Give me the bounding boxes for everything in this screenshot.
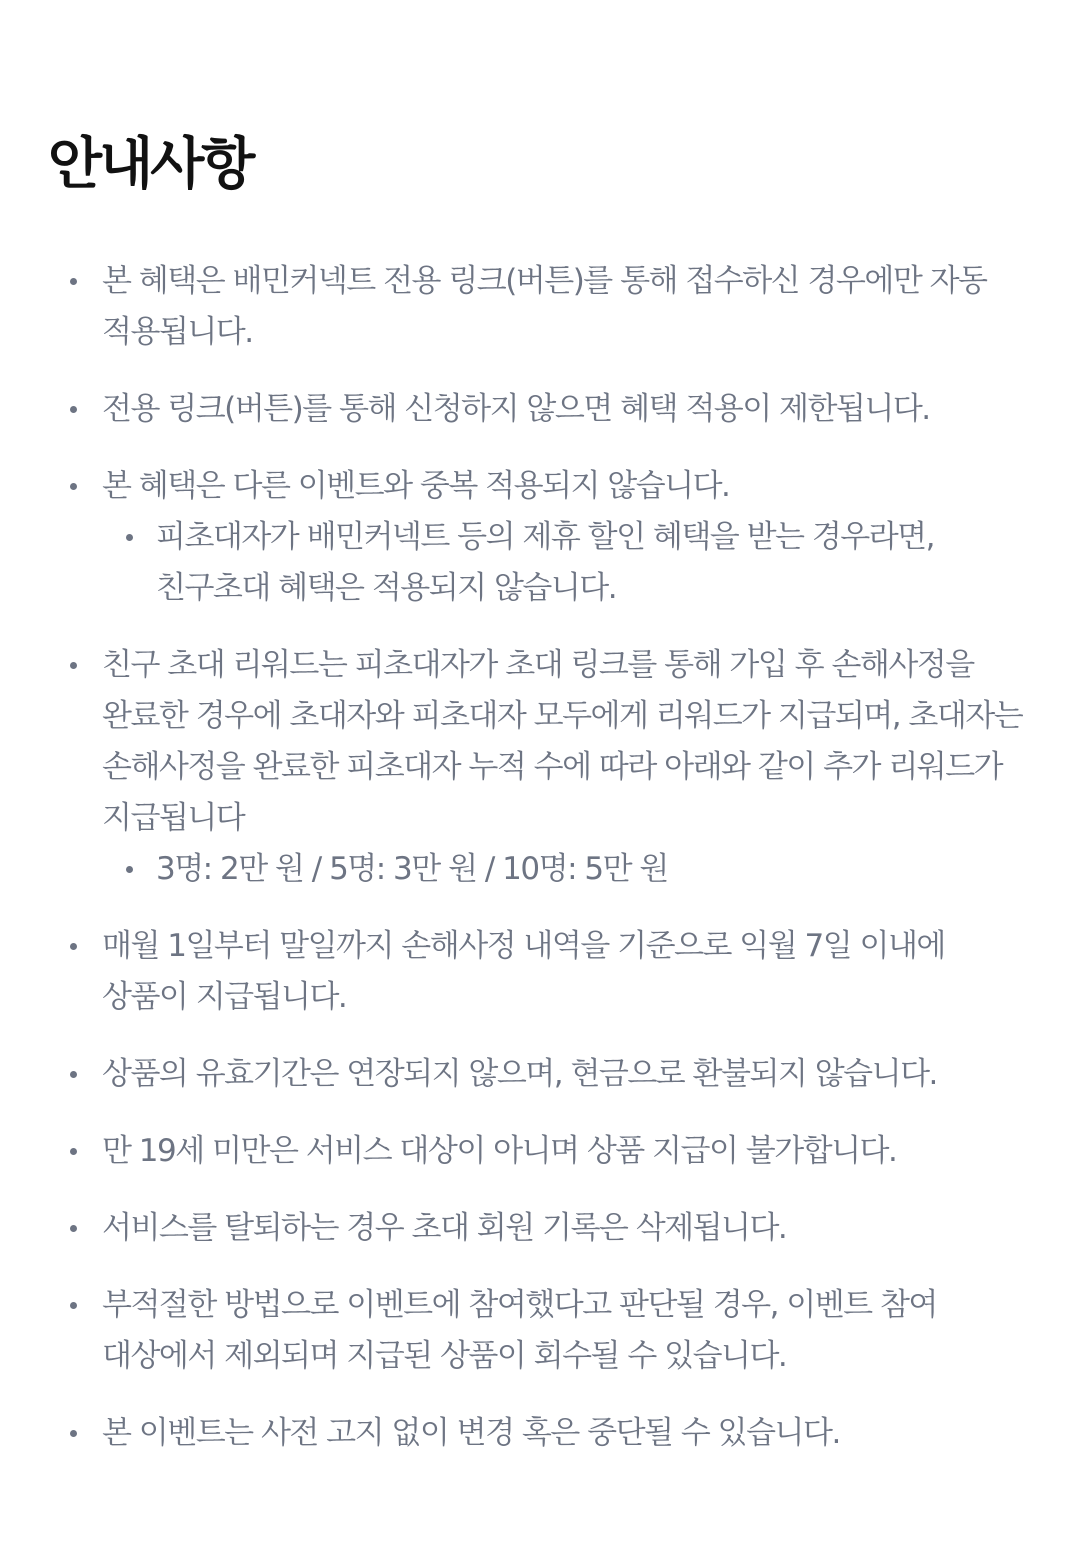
list-item <box>48 1203 1032 1254</box>
notice-text: 본 이벤트는 사전 고지 없이 변경 혹은 중단될 수 있습니다. <box>102 1415 840 1451</box>
list-item <box>48 1126 1032 1177</box>
list-item <box>48 1280 1032 1382</box>
bullet-icon <box>70 1430 77 1437</box>
notice-text: 전용 링크(버튼)를 통해 신청하지 않으면 혜택 적용이 제한됩니다. <box>102 391 930 427</box>
notice-text: 부적절한 방법으로 이벤트에 참여했다고 판단될 경우, 이벤트 참여 대상에서 제외되며 지급된 상품이 회수될 수 있습니다. <box>102 1287 937 1374</box>
bullet-icon <box>70 1302 77 1309</box>
notice-text: 친구 초대 리워드는 피초대자가 초대 링크를 통해 가입 후 손해사정을 완료한 경우에 초대자와 피초대자 모두에게 리워드가 지급되며, 초대자는 손해사정을 완료한 피초대자 누적 수에 따라 아래와 같이 추가 리워드가 지급됩니다 <box>102 647 1023 836</box>
notice-text: 본 혜택은 다른 이벤트와 중복 적용되지 않습니다. <box>102 468 730 504</box>
bullet-icon <box>70 406 77 413</box>
list-item <box>48 1049 1032 1100</box>
bullet-icon <box>70 1148 77 1155</box>
page-title: 안내사항 <box>48 132 253 197</box>
bullet-icon <box>70 1071 77 1078</box>
sub-notice-text: 피초대자가 배민커넥트 등의 제휴 할인 혜택을 받는 경우라면, 친구초대 혜택은 적용되지 않습니다. <box>156 519 934 606</box>
sub-bullet-icon <box>126 534 133 541</box>
bullet-icon <box>70 278 77 285</box>
list-item <box>48 461 1032 614</box>
sub-list-item <box>102 512 1032 614</box>
sub-notice-text: 3명: 2만 원 / 5명: 3만 원 / 10명: 5만 원 <box>156 851 668 887</box>
list-item <box>48 640 1032 895</box>
bullet-icon <box>70 662 77 669</box>
list-item <box>48 256 1032 358</box>
bullet-icon <box>70 483 77 490</box>
list-item <box>48 921 1032 1023</box>
sub-list <box>102 512 1032 614</box>
bullet-icon <box>70 943 77 950</box>
notice-text: 매월 1일부터 말일까지 손해사정 내역을 기준으로 익월 7일 이내에 상품이 지급됩니다. <box>102 928 945 1015</box>
notice-text: 서비스를 탈퇴하는 경우 초대 회원 기록은 삭제됩니다. <box>102 1210 787 1246</box>
sub-list-item <box>102 844 1032 895</box>
list-item <box>48 384 1032 435</box>
sub-list <box>102 844 1032 895</box>
sub-bullet-icon <box>126 866 133 873</box>
notice-text: 본 혜택은 배민커넥트 전용 링크(버튼)를 통해 접수하신 경우에만 자동 적용됩니다. <box>102 263 987 350</box>
notice-list <box>48 256 1032 1459</box>
list-item <box>48 1408 1032 1459</box>
notice-text: 상품의 유효기간은 연장되지 않으며, 현금으로 환불되지 않습니다. <box>102 1056 937 1092</box>
bullet-icon <box>70 1225 77 1232</box>
notice-text: 만 19세 미만은 서비스 대상이 아니며 상품 지급이 불가합니다. <box>102 1133 897 1169</box>
